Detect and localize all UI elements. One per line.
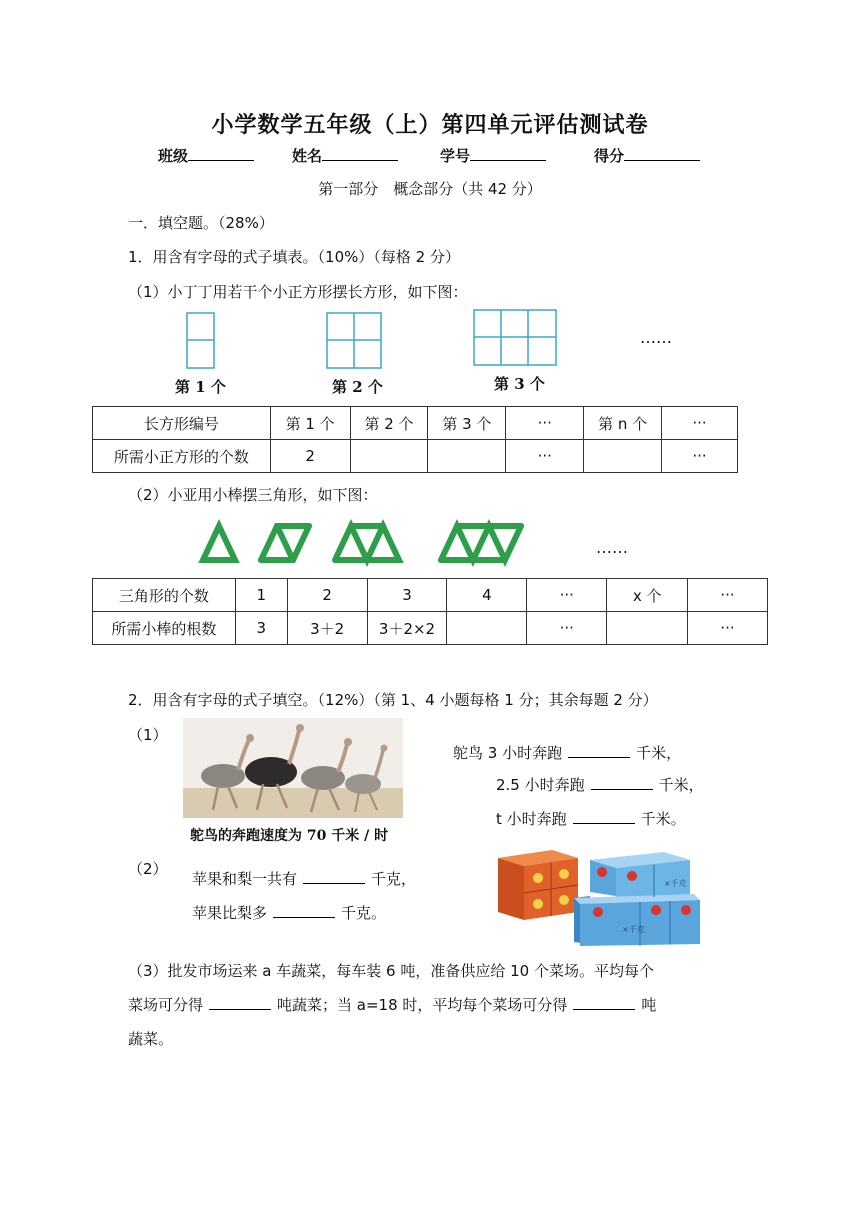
- score-field: [594, 145, 700, 166]
- table-row: [93, 440, 738, 473]
- page-title: 小学数学五年级（上）第四单元评估测试卷: [211, 113, 649, 138]
- table-cell: ···: [527, 612, 607, 645]
- table-cell: 所需小正方形的个数: [93, 440, 271, 473]
- fruit-line-1-text: 苹果和梨一共有: [192, 870, 298, 888]
- answer-cell[interactable]: [607, 612, 688, 645]
- p3-text-c: 吨: [641, 996, 657, 1014]
- table-cell: ···: [688, 612, 768, 645]
- table-cell: 2: [270, 440, 350, 473]
- name-label: 姓名: [292, 147, 323, 165]
- section1-heading: 一．填空题。（28%）: [128, 214, 274, 232]
- answer-cell[interactable]: [428, 440, 506, 473]
- table-cell: 2: [287, 579, 367, 612]
- table-triangles: [92, 578, 768, 645]
- q2-p3-line-1: （3）批发市场运来 a 车蔬菜，每车装 6 吨，准备供应给 10 个菜场。平均每个: [128, 962, 654, 980]
- table-cell: 3＋2: [287, 612, 367, 645]
- part1-heading: 第一部分 概念部分（共 42 分）: [318, 180, 542, 198]
- table-cell: 第 1 个: [270, 407, 350, 440]
- score-label: 得分: [594, 147, 625, 165]
- table-cell: 长方形编号: [93, 407, 271, 440]
- ostrich-line-1: [453, 742, 681, 763]
- answer-blank[interactable]: [573, 811, 635, 824]
- class-label: 班级: [158, 147, 189, 165]
- fruit-line-2-text: 苹果比梨多: [192, 904, 268, 922]
- table-cell: 三角形的个数: [93, 579, 236, 612]
- id-blank[interactable]: [470, 146, 546, 161]
- table-cell: 第 n 个: [584, 407, 662, 440]
- answer-cell[interactable]: [447, 612, 527, 645]
- rectangle-1: [187, 313, 214, 368]
- table-cell: 3: [367, 579, 447, 612]
- crates-image: [494, 836, 704, 948]
- q2-heading: 2．用含有字母的式子填空。（12%）（第 1、4 小题每格 1 分；其余每题 2 分）: [128, 691, 658, 709]
- p3-text-b: 吨蔬菜；当 a=18 时，平均每个菜场可分得: [277, 996, 568, 1014]
- table-cell: 3: [235, 612, 287, 645]
- blue-crates: [574, 852, 700, 946]
- table-cell: ···: [506, 440, 584, 473]
- table-cell: 第 2 个: [350, 407, 428, 440]
- table-rectangles: [92, 406, 738, 473]
- ostrich-line-2-text: 2.5 小时奔跑: [496, 776, 585, 794]
- fruit-line-2: [192, 902, 386, 923]
- answer-cell[interactable]: [350, 440, 428, 473]
- answer-cell[interactable]: [584, 440, 662, 473]
- ostrich-line-3-text: t 小时奔跑: [496, 810, 567, 828]
- table-row: [93, 579, 768, 612]
- q2-p3-line-2: [128, 994, 656, 1015]
- crate-label: ×千克: [622, 925, 645, 934]
- table-cell: ···: [662, 440, 738, 473]
- answer-blank[interactable]: [591, 777, 653, 790]
- fig-label-1: 第 1 个: [175, 378, 226, 396]
- name-field: [292, 145, 398, 166]
- triangle-group-1: [203, 526, 235, 560]
- table-row: [93, 612, 768, 645]
- fig-label-3: 第 3 个: [494, 375, 545, 393]
- fig-ellipsis: ……: [640, 328, 672, 347]
- rectangle-3: [474, 310, 556, 365]
- q2-p1-label: （1）: [128, 726, 168, 744]
- unit-text: 千克。: [341, 904, 387, 922]
- answer-blank[interactable]: [273, 905, 335, 918]
- ostrich-line-1-text: 鸵鸟 3 小时奔跑: [453, 744, 563, 762]
- triangle-group-4: [441, 526, 521, 560]
- table-row: [93, 407, 738, 440]
- answer-blank[interactable]: [209, 997, 271, 1010]
- p3-text-a: 菜场可分得: [128, 996, 204, 1014]
- ostrich-line-2: [496, 774, 704, 795]
- rectangles-figure: [170, 308, 690, 400]
- unit-text: 千克，: [371, 870, 417, 888]
- ostrich-image: [183, 718, 403, 818]
- class-blank[interactable]: [188, 146, 254, 161]
- answer-blank[interactable]: [303, 871, 365, 884]
- triangles-figure: [195, 518, 555, 568]
- answer-blank[interactable]: [573, 997, 635, 1010]
- table-cell: 4: [447, 579, 527, 612]
- rectangle-2: [327, 313, 381, 368]
- table-cell: 第 3 个: [428, 407, 506, 440]
- unit-text: 千米，: [636, 744, 682, 762]
- crate-label: ×千克: [664, 879, 687, 888]
- fig-label-2: 第 2 个: [332, 378, 383, 396]
- q1-sub2-text: （2）小亚用小棒摆三角形，如下图：: [128, 486, 378, 504]
- table-cell: ···: [688, 579, 768, 612]
- answer-blank[interactable]: [568, 745, 630, 758]
- triangle-group-3: [335, 526, 399, 560]
- orange-crates: [498, 850, 578, 920]
- triangle-group-2: [261, 526, 309, 560]
- table-cell: x 个: [607, 579, 688, 612]
- table-cell: ···: [662, 407, 738, 440]
- score-blank[interactable]: [624, 146, 700, 161]
- table-cell: 所需小棒的根数: [93, 612, 236, 645]
- table-cell: 3＋2×2: [367, 612, 447, 645]
- q2-p3-line-3: 蔬菜。: [128, 1030, 174, 1048]
- table-cell: ···: [506, 407, 584, 440]
- name-blank[interactable]: [322, 146, 398, 161]
- fruit-line-1: [192, 868, 416, 889]
- class-field: [158, 145, 254, 166]
- unit-text: 千米，: [658, 776, 704, 794]
- q1-sub1-text: （1）小丁丁用若干个小正方形摆长方形，如下图：: [128, 283, 468, 301]
- q2-p2-label: （2）: [128, 860, 168, 878]
- table-cell: ···: [527, 579, 607, 612]
- id-field: [440, 145, 546, 166]
- id-label: 学号: [440, 147, 471, 165]
- table-cell: 1: [235, 579, 287, 612]
- q1-heading: 1．用含有字母的式子填表。（10%）（每格 2 分）: [128, 248, 460, 266]
- unit-text: 千米。: [640, 810, 686, 828]
- ostrich-caption: 鸵鸟的奔跑速度为 70 千米 / 时: [190, 828, 389, 844]
- tri-ellipsis: ……: [596, 538, 628, 557]
- ostrich-line-3: [496, 808, 686, 829]
